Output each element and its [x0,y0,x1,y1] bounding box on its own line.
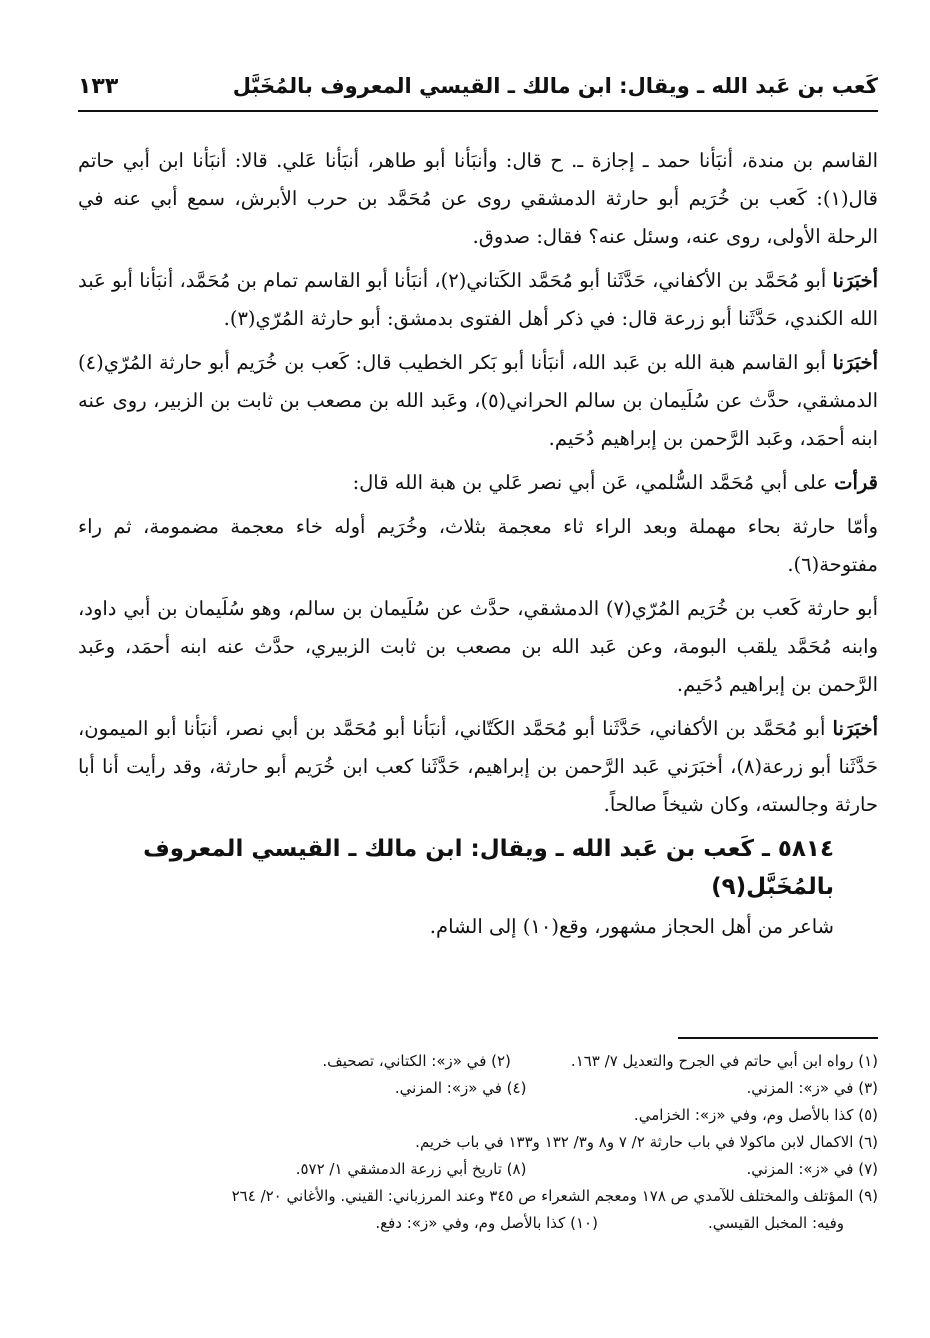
paragraph-text: القاسم بن مندة، أنبَأنا حمد ـ إجازة ـ. ح قال: وأنبَأنا أبو طاهر، أنبَأنا عَلي. قالا: أنبَأنا ابن أبي حاتم قال(١): كَعب بن خُرَيم أبو حارثة الدمشقي روى عن مُحَمَّد بن حرب الأبرش، سمع أبي عنه في الرحلة الأولى، روى عنه، وسئل عنه؟ فقال: صدوق. [78,149,878,248]
paragraph-lead: قرأت [834,471,878,494]
running-title: كَعب بن عَبد الله ـ ويقال: ابن مالك ـ القيسي المعروف بالمُخَبَّل [232,74,878,98]
footnote-line [78,1048,878,1075]
paragraph-text: أبو القاسم هبة الله بن عَبد الله، أنبَأنا أبو بَكر الخطيب قال: كَعب بن خُرَيم أبو حارثة المُرّي(٤) الدمشقي، حدَّث عن سُلَيمان بن سالم الحراني(٥)، وعَبد الله بن مصعب بن ثابت بن الزبير، روى عنه ابنه أحمَد، وعَبد الرَّحمن بن إبراهيم دُحَيم. [78,351,878,450]
footnote-2: (٢) في «ز»: الكتاني، تصحيف. [322,1052,511,1070]
footnote-7: (٧) في «ز»: المزني. [746,1160,878,1178]
footnote-line [78,1075,878,1102]
paragraph-text: وأمّا حارثة بحاء مهملة وبعد الراء ثاء معجمة بثلاث، وخُرَيم أوله خاء معجمة مضمومة، ثم راء مفتوحة(٦). [78,515,878,576]
footnote-10: (١٠) كذا بالأصل وم، وفي «ز»: دفع. [375,1214,598,1232]
footnote-line [78,1129,878,1156]
footnote-5: (٥) كذا بالأصل وم، وفي «ز»: الخزامي. [633,1106,878,1124]
paragraph-lead: أخبَرَنا [832,351,878,374]
footnote-1: (١) رواه ابن أبي حاتم في الجرح والتعديل ٧/ ١٦٣. [570,1052,878,1070]
paragraph-5 [78,508,878,584]
paragraph-2 [78,262,878,338]
footnotes [78,1048,878,1237]
paragraph-1 [78,142,878,256]
footnote-line [78,1210,878,1237]
entry-description: شاعر من أهل الحجاز مشهور، وقع(١٠) إلى الشام. [429,915,834,938]
footnote-4: (٤) في «ز»: المزني. [394,1079,527,1097]
paragraph-lead: أخبَرَنا [832,269,878,292]
page-header [78,70,878,112]
footnote-line [78,1156,878,1183]
paragraph-text: أبو حارثة كَعب بن خُرَيم المُرّي(٧) الدمشقي، حدَّث عن سُلَيمان بن سالم، وهو سُلَيمان بن أبي داود، وابنه مُحَمَّد يلقب البومة، وعن عَبد الله بن مصعب بن ثابت الزبيري، حدَّث عنه ابنه أحمَد، وعَبد الرَّحمن بن إبراهيم دُحَيم. [78,597,878,696]
footnote-8: (٨) تاريخ أبي زرعة الدمشقي ١/ ٥٧٢. [295,1160,527,1178]
footnote-line [78,1102,878,1129]
footnote-6: (٦) الاكمال لابن ماكولا في باب حارثة ٢/ ٧ و٨ و٣/ ١٣٢ و١٣٣ في باب خريم. [415,1133,878,1151]
paragraph-3 [78,344,878,458]
footnote-9: (٩) المؤتلف والمختلف للآمدي ص ١٧٨ ومعجم الشعراء ص ٣٤٥ وعند المرزباني: القيني. والأغاني ٢٠/ ٢٦٤ [231,1187,878,1205]
entry-heading: ٥٨١٤ ـ كَعب بن عَبد الله ـ ويقال: ابن مالك ـ القيسي المعروف بالمُخَبَّل(٩) [143,836,834,900]
paragraph-text: أبو مُحَمَّد بن الأكفاني، حَدَّثَنا أبو مُحَمَّد الكَتّاني، أنبَأنا أبو مُحَمَّد بن أبي نصر، أنبَأنا أبو الميمون، حَدَّثَنا أبو زرعة(٨)، أخبَرَني عَبد الرَّحمن بن إبراهيم، حَدَّثَنا كعب ابن خُرَيم أبو حارثة، وقد رأيت أنا أبا حارثة وجالسته، وكان شيخاً صالحاً. [78,717,879,816]
paragraph-text: أبو مُحَمَّد بن الأكفاني، حَدَّثَنا أبو مُحَمَّد الكَتاني(٢)، أنبَأنا أبو القاسم تمام بن مُحَمَّد، أنبَأنا أبو عَبد الله الكندي، حَدَّثَنا أبو زرعة قال: في ذكر أهل الفتوى بدمشق: أبو حارثة المُرّي(٣). [78,269,878,330]
paragraph-4 [78,464,878,502]
paragraph-7 [78,710,878,824]
footnote-divider [678,1037,878,1039]
footnote-9-continued: وفيه: المخبل القيسي. [707,1214,844,1232]
paragraph-lead: أخبَرَنا [832,717,878,740]
page-number: ١٣٣ [78,74,119,99]
footnote-3: (٣) في «ز»: المزني. [746,1079,878,1097]
footnote-line [78,1183,878,1210]
paragraph-6 [78,590,878,704]
paragraph-text: على أبي مُحَمَّد السُّلمي، عَن أبي نصر عَلي بن هبة الله قال: [352,471,835,494]
main-text [78,142,878,952]
